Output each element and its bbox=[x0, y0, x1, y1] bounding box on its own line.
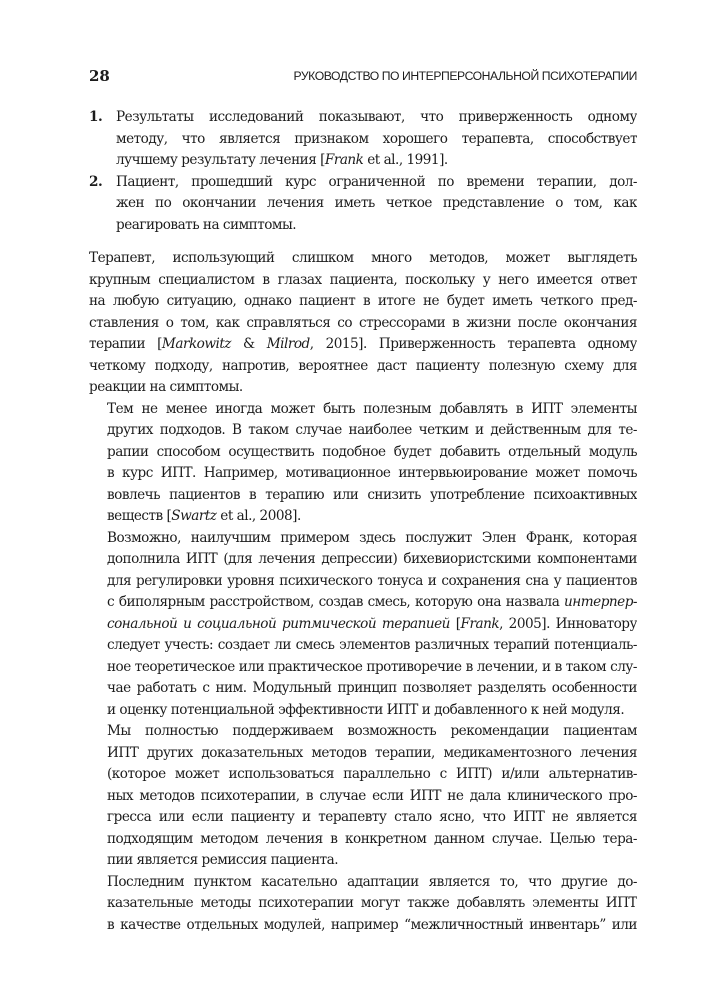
text-line bbox=[116, 107, 637, 129]
text-line bbox=[89, 506, 637, 528]
text-run: с биполярным расстройством, создав смесь, которую она назвала bbox=[107, 594, 565, 610]
text-line bbox=[89, 399, 637, 421]
text-run: Последним пунктом касательно адаптации является то, что другие до- bbox=[107, 873, 637, 890]
paragraph bbox=[89, 528, 637, 722]
text-run: реакции на симптомы. bbox=[89, 379, 243, 395]
text-run: жен по окончании лечения иметь четкое представление о том, как bbox=[116, 195, 637, 211]
text-run: веществ [ bbox=[107, 508, 172, 524]
list-number: 2. bbox=[89, 173, 103, 190]
text-line bbox=[89, 442, 637, 464]
text-line bbox=[89, 635, 637, 657]
text-run: для регулировки уровня психического тонуса и сохранения сна у пациентов bbox=[107, 572, 637, 589]
text-line bbox=[89, 463, 637, 485]
text-run: других подходов. В таком случае наиболее четким и действенным для те- bbox=[107, 422, 637, 438]
italic-text-run: Frank bbox=[324, 152, 364, 168]
text-line bbox=[116, 129, 637, 151]
list-item bbox=[89, 107, 637, 172]
text-run: (которое может использоваться параллельно с ИПТ) и/или альтернатив- bbox=[107, 766, 637, 782]
text-line bbox=[89, 700, 637, 722]
italic-text-run: Frank bbox=[460, 615, 500, 632]
text-line bbox=[89, 356, 637, 378]
text-line bbox=[89, 248, 637, 270]
text-run: казательные методы психотерапии могут также добавлять элементы ИПТ bbox=[107, 895, 637, 911]
text-run: в качестве отдельных модулей, например “межличностный инвентарь” или bbox=[107, 916, 637, 933]
italic-text-run: Swartz bbox=[171, 508, 217, 524]
text-run: et al., 1991]. bbox=[363, 152, 448, 168]
running-head: РУКОВОДСТВО ПО ИНТЕРПЕРСОНАЛЬНОЙ ПСИХОТЕРАПИИ bbox=[293, 69, 637, 83]
text-run: подходящим методом лечения в конкретном данном случае. Целью тера- bbox=[107, 830, 637, 847]
text-line bbox=[89, 850, 637, 872]
text-run: ное теоретическое или практическое противоречие в лечении, и в таком слу- bbox=[107, 658, 637, 675]
paragraph bbox=[89, 399, 637, 528]
text-run: лучшему результату лечения [ bbox=[116, 152, 325, 168]
text-run: чае работать с ним. Модульный принцип позволяет разделять особенности bbox=[107, 680, 637, 696]
text-line bbox=[89, 313, 637, 335]
text-line bbox=[89, 657, 637, 679]
text-run: и оценку потенциальной эффективности ИПТ и добавленного к ней модуля. bbox=[107, 701, 625, 718]
text-line bbox=[89, 377, 637, 399]
text-line bbox=[116, 215, 637, 237]
text-line bbox=[116, 150, 637, 172]
text-run: ставления о том, как справляться со стрессорами в жизни после окончания bbox=[89, 314, 637, 331]
italic-text-run: Markowitz bbox=[161, 336, 231, 352]
text-run: методу, что является признаком хорошего терапевта, способствует bbox=[116, 130, 637, 147]
text-run: Мы полностью поддерживаем возможность рекомендации пациентам bbox=[107, 723, 637, 739]
italic-text-run: Milrod bbox=[266, 336, 310, 352]
list-item bbox=[89, 172, 637, 237]
text-run: терапии [ bbox=[89, 336, 162, 352]
text-line bbox=[89, 291, 637, 313]
text-line bbox=[89, 786, 637, 808]
italic-text-run: интерпер- bbox=[564, 594, 637, 610]
text-run: Тем не менее иногда может быть полезным добавлять в ИПТ элементы bbox=[107, 400, 637, 417]
text-run: следует учесть: создает ли смесь элементов различных терапий потенциаль- bbox=[107, 637, 637, 653]
text-run: et al., 2008]. bbox=[216, 508, 301, 524]
paragraphs bbox=[89, 248, 637, 936]
text-run: четкому подходу, напротив, вероятнее даст пациенту полезную схему для bbox=[89, 357, 637, 374]
paragraph bbox=[89, 248, 637, 399]
text-line bbox=[89, 764, 637, 786]
text-run: в курс ИПТ. Например, мотивационное интервьюирование может помочь bbox=[107, 465, 637, 481]
numbered-list bbox=[89, 107, 637, 236]
text-run: & bbox=[230, 336, 267, 352]
text-run: реагировать на симптомы. bbox=[116, 216, 297, 233]
text-run: дополнила ИПТ (для лечения депрессии) бихевиористскими компонентами bbox=[107, 551, 637, 567]
text-run: рапии способом осуществить подобное будет добавить отдельный модуль bbox=[107, 443, 637, 460]
page-header bbox=[89, 66, 637, 88]
text-run: ных методов психотерапии, в случае если ИПТ не дала клинического про- bbox=[107, 787, 637, 804]
text-run: вовлечь пациентов в терапию или снизить употребление психоактивных bbox=[107, 486, 637, 503]
text-line bbox=[89, 678, 637, 700]
text-run: пии является ремиссия пациента. bbox=[107, 852, 339, 868]
text-line bbox=[89, 614, 637, 636]
body-text bbox=[89, 107, 637, 936]
text-run: , 2005]. Инноватору bbox=[499, 615, 637, 632]
text-line bbox=[89, 549, 637, 571]
text-line bbox=[89, 592, 637, 614]
text-run: гресса или если пациенту и терапевту стало ясно, что ИПТ не является bbox=[107, 809, 637, 825]
text-run: ИПТ других доказательных методов терапии, медикаментозного лечения bbox=[107, 744, 637, 761]
paragraph bbox=[89, 721, 637, 872]
text-run: Возможно, наилучшим примером здесь послужит Элен Франк, которая bbox=[107, 529, 637, 546]
text-run: Пациент, прошедший курс ограниченной по времени терапии, дол- bbox=[116, 173, 637, 190]
text-line bbox=[89, 915, 637, 937]
text-run: [ bbox=[449, 615, 461, 632]
text-run: Результаты исследований показывают, что приверженность одному bbox=[116, 109, 637, 125]
text-line bbox=[89, 893, 637, 915]
text-line bbox=[89, 334, 637, 356]
text-line bbox=[89, 721, 637, 743]
text-line bbox=[89, 571, 637, 593]
text-line bbox=[89, 743, 637, 765]
paragraph bbox=[89, 872, 637, 937]
text-line bbox=[89, 807, 637, 829]
page-number: 28 bbox=[89, 67, 110, 85]
text-line bbox=[89, 270, 637, 292]
text-run: Терапевт, использующий слишком много методов, может выглядеть bbox=[89, 250, 637, 266]
text-line bbox=[116, 172, 637, 194]
text-run: крупным специалистом в глазах пациента, поскольку у него имеется ответ bbox=[89, 271, 637, 288]
text-line bbox=[89, 829, 637, 851]
text-line bbox=[89, 420, 637, 442]
text-line bbox=[89, 872, 637, 894]
text-run: на любую ситуацию, однако пациент в итоге не будет иметь четкого пред- bbox=[89, 293, 637, 309]
text-line bbox=[89, 528, 637, 550]
text-line bbox=[116, 193, 637, 215]
text-line bbox=[89, 485, 637, 507]
text-run: , 2015]. Приверженность терапевта одному bbox=[309, 336, 637, 352]
list-number: 1. bbox=[89, 109, 103, 125]
italic-text-run: сональной и социальной ритмической терапией bbox=[107, 615, 450, 632]
